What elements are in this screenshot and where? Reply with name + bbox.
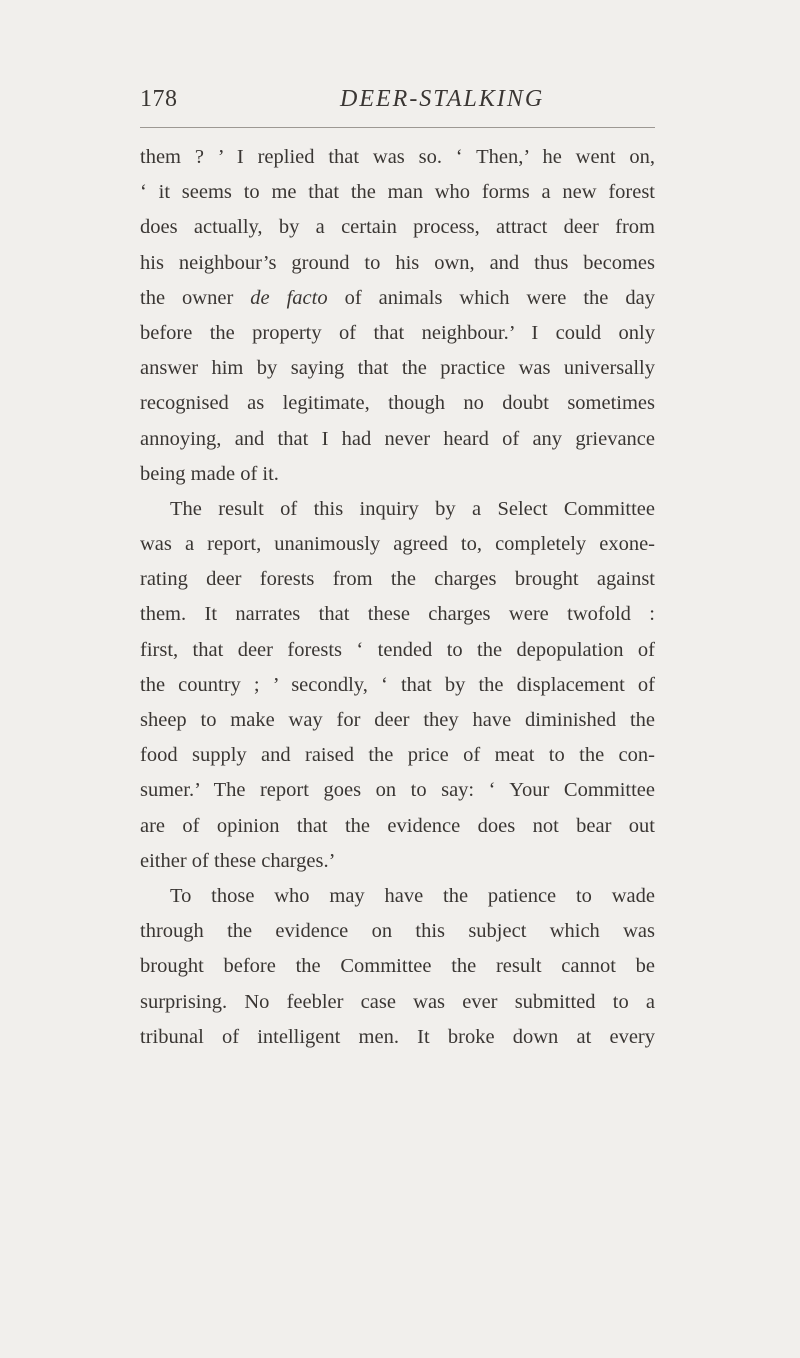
text-line: first, that deer forests ‘ tended to the depopulation of [140, 638, 655, 661]
text-line: rating deer forests from the charges brought against [140, 568, 655, 591]
text-line: brought before the Committee the result cannot be [140, 955, 655, 978]
text-line: them. It narrates that these charges were twofold : [140, 603, 655, 626]
text-line: The result of this inquiry by a Select Committee [170, 497, 655, 520]
text-line: before the property of that neighbour.’ I could only [140, 321, 655, 344]
text-line: through the evidence on this subject which was [140, 920, 655, 943]
text-line: does actually, by a certain process, attract deer from [140, 216, 655, 239]
text-line: the country ; ’ secondly, ‘ that by the displacement of [140, 673, 655, 696]
text-line: sheep to make way for deer they have diminished the [140, 709, 655, 731]
text-line: surprising. No feebler case was ever submitted to a [140, 990, 655, 1013]
text-line: the owner de facto of animals which were the day [140, 286, 655, 309]
text-line: To those who may have the patience to wade [170, 884, 655, 907]
text-line: tribunal of intelligent men. It broke down at every [140, 1025, 655, 1048]
text-line: ‘ it seems to me that the man who forms a new forest [140, 181, 655, 204]
text-line: food supply and raised the price of meat to the con- [140, 744, 655, 767]
text-line: was a report, unanimously agreed to, completely exone- [140, 533, 655, 556]
text-line: answer him by saying that the practice was universally [140, 357, 655, 380]
header-rule [140, 127, 655, 128]
running-title: DEER-STALKING [340, 86, 545, 112]
text-line: them ? ’ I replied that was so. ‘ Then,’ he went on, [140, 146, 655, 168]
text-line: annoying, and that I had never heard of any grievance [140, 427, 655, 450]
text-line: recognised as legitimate, though no doubt sometimes [140, 392, 655, 415]
text-line: sumer.’ The report goes on to say: ‘ Your Committee [140, 779, 655, 802]
running-head [140, 86, 655, 120]
page-number: 178 [140, 86, 178, 112]
body-text [140, 140, 655, 1055]
text-line: either of these charges.’ [140, 849, 336, 872]
text-line: his neighbour’s ground to his own, and thus becomes [140, 251, 655, 274]
text-line: being made of it. [140, 462, 279, 485]
text-line: are of opinion that the evidence does not bear out [140, 814, 655, 837]
